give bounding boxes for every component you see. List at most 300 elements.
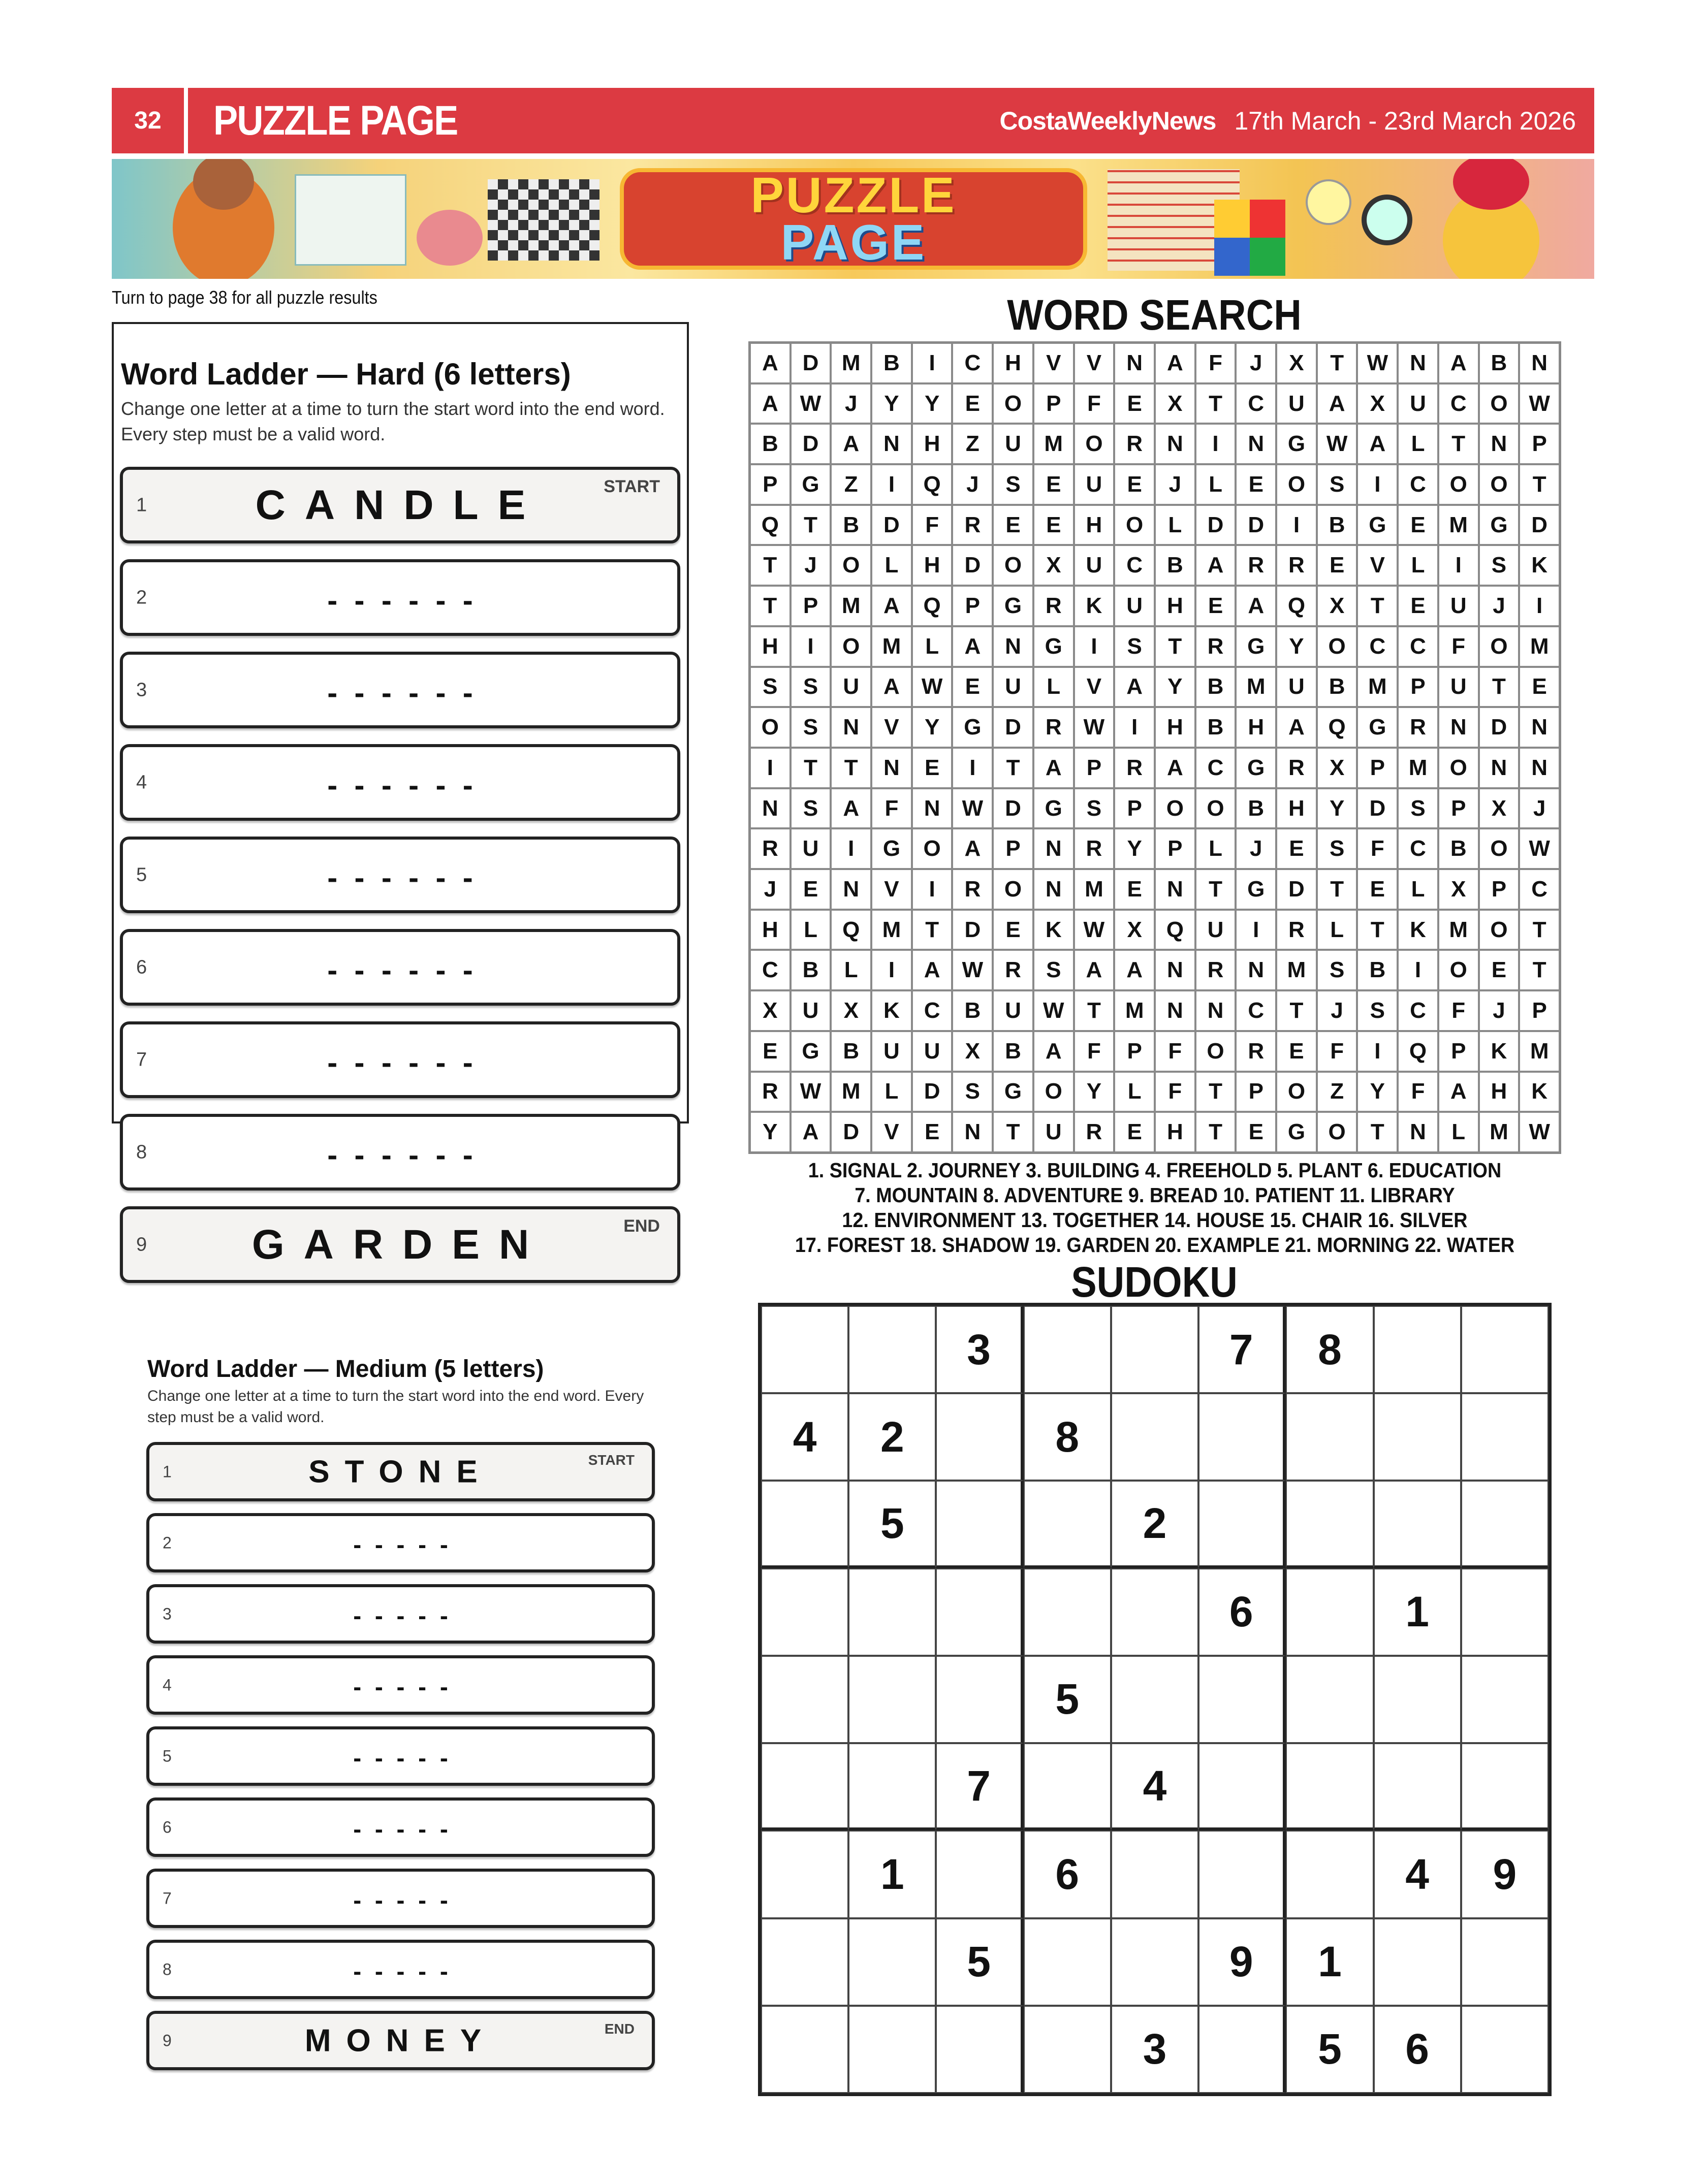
ladder-row-5[interactable] [146, 1726, 655, 1786]
word-search-cell[interactable]: X [1357, 383, 1398, 424]
ladder-row-7[interactable] [120, 1021, 680, 1098]
blank-letter-slots[interactable]: - - - - - [353, 1674, 448, 1701]
word-search-cell[interactable]: S [791, 667, 831, 708]
word-search-cell[interactable]: O [1114, 505, 1155, 545]
word-search-cell[interactable]: B [871, 343, 912, 383]
word-search-cell[interactable]: C [1438, 383, 1479, 424]
sudoku-empty-cell[interactable] [761, 1918, 848, 2006]
word-search-cell[interactable]: Q [912, 586, 953, 626]
word-search-cell[interactable]: T [750, 545, 791, 586]
word-search-cell[interactable]: I [912, 343, 953, 383]
word-search-cell[interactable]: M [831, 343, 871, 383]
word-search-cell[interactable]: O [993, 383, 1033, 424]
sudoku-empty-cell[interactable] [848, 1656, 936, 1743]
word-search-cell[interactable]: D [952, 910, 993, 950]
word-search-cell[interactable]: W [1074, 910, 1115, 950]
word-search-cell[interactable]: R [1033, 586, 1074, 626]
sudoku-empty-cell[interactable] [761, 2006, 848, 2093]
word-search-cell[interactable]: B [791, 950, 831, 990]
word-search-cell[interactable]: K [1479, 1031, 1520, 1072]
word-search-cell[interactable]: S [791, 788, 831, 829]
word-search-cell[interactable]: X [1033, 545, 1074, 586]
word-search-cell[interactable]: A [1438, 1072, 1479, 1112]
sudoku-empty-cell[interactable] [1286, 1568, 1373, 1656]
word-search-cell[interactable]: R [750, 1072, 791, 1112]
word-search-cell[interactable]: A [1276, 707, 1317, 748]
word-search-cell[interactable]: O [912, 828, 953, 869]
word-search-cell[interactable]: B [1479, 343, 1520, 383]
word-search-cell[interactable]: P [1114, 788, 1155, 829]
sudoku-empty-cell[interactable] [761, 1656, 848, 1743]
word-search-cell[interactable]: G [1357, 707, 1398, 748]
word-search-cell[interactable]: M [1033, 424, 1074, 464]
word-search-cell[interactable]: B [1155, 545, 1195, 586]
word-search-cell[interactable]: T [1357, 1112, 1398, 1152]
word-search-cell[interactable]: H [750, 626, 791, 667]
word-search-cell[interactable]: H [1155, 1112, 1195, 1152]
word-search-cell[interactable]: N [1114, 343, 1155, 383]
sudoku-empty-cell[interactable] [936, 1481, 1023, 1568]
word-search-cell[interactable]: D [1357, 788, 1398, 829]
blank-letter-slots[interactable]: - - - - - [353, 1958, 448, 1985]
word-search-cell[interactable]: Y [912, 707, 953, 748]
word-search-cell[interactable]: B [831, 1031, 871, 1072]
word-search-cell[interactable]: I [1236, 910, 1276, 950]
word-search-cell[interactable]: J [791, 545, 831, 586]
word-search-cell[interactable]: S [1114, 626, 1155, 667]
word-search-cell[interactable]: P [1479, 869, 1520, 910]
word-search-cell[interactable]: O [1479, 464, 1520, 505]
word-search-cell[interactable]: R [1114, 424, 1155, 464]
word-search-cell[interactable]: J [1479, 990, 1520, 1031]
word-search-cell[interactable]: I [952, 748, 993, 788]
word-search-cell[interactable]: Q [1155, 910, 1195, 950]
word-search-cell[interactable]: I [1074, 626, 1115, 667]
word-search-cell[interactable]: O [1033, 1072, 1074, 1112]
word-search-cell[interactable]: C [1398, 828, 1438, 869]
word-search-cell[interactable]: A [831, 424, 871, 464]
word-search-cell[interactable]: T [1357, 910, 1398, 950]
word-search-cell[interactable]: P [1114, 1031, 1155, 1072]
word-search-cell[interactable]: N [1236, 950, 1276, 990]
word-search-cell[interactable]: L [912, 626, 953, 667]
word-search-cell[interactable]: E [912, 748, 953, 788]
word-search-cell[interactable]: O [1074, 424, 1115, 464]
word-search-cell[interactable]: H [1155, 586, 1195, 626]
sudoku-empty-cell[interactable] [1024, 1306, 1111, 1393]
word-search-cell[interactable]: A [1033, 748, 1074, 788]
word-search-cell[interactable]: N [1479, 748, 1520, 788]
blank-letter-slots[interactable]: - - - - - - [327, 768, 473, 802]
word-search-cell[interactable]: F [1357, 828, 1398, 869]
word-search-cell[interactable]: S [1317, 950, 1357, 990]
word-search-cell[interactable]: E [1398, 586, 1438, 626]
sudoku-empty-cell[interactable] [848, 1743, 936, 1830]
sudoku-empty-cell[interactable] [1111, 1306, 1198, 1393]
word-search-cell[interactable]: V [1357, 545, 1398, 586]
word-search-cell[interactable]: A [1114, 950, 1155, 990]
ladder-row-4[interactable] [120, 744, 680, 821]
word-search-cell[interactable]: O [750, 707, 791, 748]
word-search-cell[interactable]: N [1195, 990, 1236, 1031]
word-search-cell[interactable]: Y [1357, 1072, 1398, 1112]
word-search-cell[interactable]: B [952, 990, 993, 1031]
sudoku-empty-cell[interactable] [936, 1568, 1023, 1656]
word-search-cell[interactable]: U [1276, 667, 1317, 708]
word-search-cell[interactable]: G [993, 1072, 1033, 1112]
word-search-cell[interactable]: N [1438, 707, 1479, 748]
word-search-cell[interactable]: I [1438, 545, 1479, 586]
word-search-cell[interactable]: W [1519, 383, 1560, 424]
word-search-cell[interactable]: E [912, 1112, 953, 1152]
word-search-cell[interactable]: R [1074, 1112, 1115, 1152]
word-search-cell[interactable]: Q [750, 505, 791, 545]
word-search-cell[interactable]: L [871, 545, 912, 586]
sudoku-empty-cell[interactable] [1111, 1830, 1198, 1918]
word-search-cell[interactable]: R [952, 505, 993, 545]
word-search-cell[interactable]: I [1114, 707, 1155, 748]
word-search-cell[interactable]: T [1195, 1072, 1236, 1112]
word-search-cell[interactable]: P [791, 586, 831, 626]
word-search-cell[interactable]: J [1155, 464, 1195, 505]
word-search-cell[interactable]: R [1236, 545, 1276, 586]
blank-letter-slots[interactable]: - - - - - - [327, 1045, 473, 1080]
word-search-cell[interactable]: Y [1155, 667, 1195, 708]
word-search-cell[interactable]: R [750, 828, 791, 869]
word-search-cell[interactable]: E [1357, 869, 1398, 910]
word-search-cell[interactable]: F [1317, 1031, 1357, 1072]
word-search-cell[interactable]: H [1276, 788, 1317, 829]
word-search-cell[interactable]: F [1155, 1072, 1195, 1112]
word-search-cell[interactable]: L [1155, 505, 1195, 545]
word-search-cell[interactable]: D [791, 424, 831, 464]
word-search-cell[interactable]: D [912, 1072, 953, 1112]
word-search-cell[interactable]: C [1114, 545, 1155, 586]
word-search-cell[interactable]: W [952, 950, 993, 990]
word-search-cell[interactable]: U [1074, 464, 1115, 505]
sudoku-empty-cell[interactable] [936, 1393, 1023, 1481]
word-search-cell[interactable]: K [1033, 910, 1074, 950]
word-search-cell[interactable]: E [1114, 383, 1155, 424]
word-search-cell[interactable]: R [1033, 707, 1074, 748]
word-search-cell[interactable]: V [871, 707, 912, 748]
word-search-cell[interactable]: B [1317, 505, 1357, 545]
sudoku-empty-cell[interactable] [936, 1830, 1023, 1918]
word-search-cell[interactable]: T [1357, 586, 1398, 626]
word-search-cell[interactable]: W [791, 1072, 831, 1112]
word-search-cell[interactable]: H [912, 424, 953, 464]
word-search-cell[interactable]: G [871, 828, 912, 869]
blank-letter-slots[interactable]: - - - - - - [327, 1138, 473, 1172]
word-search-cell[interactable]: E [791, 869, 831, 910]
word-search-cell[interactable]: R [1195, 950, 1236, 990]
word-search-cell[interactable]: P [1074, 748, 1115, 788]
word-search-cell[interactable]: U [1033, 1112, 1074, 1152]
word-search-cell[interactable]: A [871, 586, 912, 626]
word-search-cell[interactable]: R [952, 869, 993, 910]
word-search-cell[interactable]: M [1236, 667, 1276, 708]
word-search-cell[interactable]: T [1519, 910, 1560, 950]
word-search-cell[interactable]: P [1155, 828, 1195, 869]
word-search-cell[interactable]: N [1033, 828, 1074, 869]
word-search-cell[interactable]: T [1317, 869, 1357, 910]
word-search-cell[interactable]: T [791, 748, 831, 788]
word-search-cell[interactable]: E [952, 667, 993, 708]
word-search-cell[interactable]: C [1519, 869, 1560, 910]
sudoku-empty-cell[interactable] [1374, 1393, 1461, 1481]
word-search-cell[interactable]: M [1519, 1031, 1560, 1072]
word-search-cell[interactable]: D [952, 545, 993, 586]
blank-letter-slots[interactable]: - - - - - - [327, 860, 473, 895]
word-search-cell[interactable]: L [831, 950, 871, 990]
word-search-cell[interactable]: X [1155, 383, 1195, 424]
word-search-cell[interactable]: Z [831, 464, 871, 505]
word-search-cell[interactable]: B [1317, 667, 1357, 708]
word-search-cell[interactable]: A [1155, 343, 1195, 383]
word-search-cell[interactable]: L [1114, 1072, 1155, 1112]
word-search-cell[interactable]: T [993, 1112, 1033, 1152]
sudoku-empty-cell[interactable] [1198, 2006, 1286, 2093]
word-search-cell[interactable]: E [1317, 545, 1357, 586]
word-search-cell[interactable]: Z [1317, 1072, 1357, 1112]
word-search-cell[interactable]: A [1195, 545, 1236, 586]
word-search-cell[interactable]: U [1438, 586, 1479, 626]
word-search-cell[interactable]: I [831, 828, 871, 869]
word-search-cell[interactable]: R [1276, 748, 1317, 788]
word-search-cell[interactable]: B [1236, 788, 1276, 829]
word-search-cell[interactable]: T [1317, 343, 1357, 383]
word-search-cell[interactable]: C [1398, 990, 1438, 1031]
word-search-cell[interactable]: P [993, 828, 1033, 869]
word-search-cell[interactable]: P [1519, 990, 1560, 1031]
word-search-cell[interactable]: A [952, 828, 993, 869]
word-search-cell[interactable]: D [1479, 707, 1520, 748]
word-search-cell[interactable]: Y [1276, 626, 1317, 667]
word-search-cell[interactable]: C [1195, 748, 1236, 788]
word-search-cell[interactable]: T [1276, 990, 1317, 1031]
sudoku-empty-cell[interactable] [1024, 1743, 1111, 1830]
word-search-cell[interactable]: O [831, 626, 871, 667]
word-search-cell[interactable]: R [1114, 748, 1155, 788]
word-search-cell[interactable]: F [871, 788, 912, 829]
sudoku-empty-cell[interactable] [1461, 1393, 1549, 1481]
sudoku-empty-cell[interactable] [1461, 1306, 1549, 1393]
word-search-cell[interactable]: G [952, 707, 993, 748]
word-search-cell[interactable]: I [1519, 586, 1560, 626]
word-search-cell[interactable]: F [1155, 1031, 1195, 1072]
word-search-cell[interactable]: S [1357, 990, 1398, 1031]
word-search-cell[interactable]: L [791, 910, 831, 950]
word-search-cell[interactable]: E [1195, 586, 1236, 626]
word-search-cell[interactable]: O [1479, 383, 1520, 424]
ladder-row-4[interactable] [146, 1655, 655, 1715]
word-search-cell[interactable]: T [1479, 667, 1520, 708]
word-search-cell[interactable]: A [912, 950, 953, 990]
word-search-cell[interactable]: E [1114, 869, 1155, 910]
word-search-cell[interactable]: X [831, 990, 871, 1031]
word-search-cell[interactable]: M [1357, 667, 1398, 708]
blank-letter-slots[interactable]: - - - - - [353, 1887, 448, 1914]
word-search-cell[interactable]: P [750, 464, 791, 505]
word-search-cell[interactable]: Q [912, 464, 953, 505]
word-search-cell[interactable]: T [1519, 464, 1560, 505]
sudoku-empty-cell[interactable] [761, 1481, 848, 1568]
word-search-cell[interactable]: M [831, 586, 871, 626]
ladder-row-3[interactable] [146, 1584, 655, 1644]
blank-letter-slots[interactable]: - - - - - [353, 1816, 448, 1843]
sudoku-empty-cell[interactable] [761, 1830, 848, 1918]
word-search-cell[interactable]: M [1519, 626, 1560, 667]
word-search-cell[interactable]: N [1155, 424, 1195, 464]
word-search-cell[interactable]: Y [871, 383, 912, 424]
word-search-cell[interactable]: A [1074, 950, 1115, 990]
word-search-cell[interactable]: K [871, 990, 912, 1031]
word-search-cell[interactable]: I [750, 748, 791, 788]
word-search-cell[interactable]: Q [1317, 707, 1357, 748]
word-search-cell[interactable]: U [993, 424, 1033, 464]
word-search-cell[interactable]: E [1236, 464, 1276, 505]
sudoku-empty-cell[interactable] [1374, 1918, 1461, 2006]
word-search-cell[interactable]: A [1236, 586, 1276, 626]
word-search-cell[interactable]: J [1479, 586, 1520, 626]
word-search-cell[interactable]: A [1438, 343, 1479, 383]
word-search-cell[interactable]: R [993, 950, 1033, 990]
word-search-cell[interactable]: W [1519, 1112, 1560, 1152]
word-search-cell[interactable]: E [1114, 464, 1155, 505]
word-search-cell[interactable]: E [1276, 828, 1317, 869]
word-search-cell[interactable]: D [1236, 505, 1276, 545]
word-search-cell[interactable]: T [1074, 990, 1115, 1031]
word-search-cell[interactable]: V [871, 1112, 912, 1152]
word-search-cell[interactable]: R [1195, 626, 1236, 667]
word-search-cell[interactable]: U [1114, 586, 1155, 626]
word-search-cell[interactable]: K [1519, 1072, 1560, 1112]
word-search-cell[interactable]: U [791, 828, 831, 869]
word-search-cell[interactable]: Y [1074, 1072, 1115, 1112]
word-search-cell[interactable]: E [1033, 464, 1074, 505]
sudoku-empty-cell[interactable] [1111, 1918, 1198, 2006]
word-search-cell[interactable]: S [1398, 788, 1438, 829]
word-search-cell[interactable]: W [1357, 343, 1398, 383]
word-search-cell[interactable]: I [871, 464, 912, 505]
word-search-cell[interactable]: V [871, 869, 912, 910]
word-search-cell[interactable]: U [1438, 667, 1479, 708]
word-search-cell[interactable]: W [952, 788, 993, 829]
word-search-cell[interactable]: O [1479, 626, 1520, 667]
word-search-cell[interactable]: U [1074, 545, 1115, 586]
word-search-cell[interactable]: A [871, 667, 912, 708]
word-search-cell[interactable]: X [1317, 586, 1357, 626]
word-search-cell[interactable]: G [1479, 505, 1520, 545]
word-search-cell[interactable]: Y [1317, 788, 1357, 829]
word-search-cell[interactable]: I [871, 950, 912, 990]
word-search-cell[interactable]: E [1276, 1031, 1317, 1072]
word-search-cell[interactable]: O [1438, 950, 1479, 990]
word-search-cell[interactable]: Y [750, 1112, 791, 1152]
word-search-cell[interactable]: N [1236, 424, 1276, 464]
ladder-row-6[interactable] [120, 929, 680, 1006]
word-search-cell[interactable]: S [1317, 828, 1357, 869]
sudoku-empty-cell[interactable] [1461, 1656, 1549, 1743]
word-search-cell[interactable]: E [750, 1031, 791, 1072]
word-search-cell[interactable]: F [1074, 1031, 1115, 1072]
sudoku-empty-cell[interactable] [761, 1306, 848, 1393]
word-search-cell[interactable]: O [1479, 910, 1520, 950]
word-search-cell[interactable]: F [1438, 990, 1479, 1031]
word-search-cell[interactable]: P [1236, 1072, 1276, 1112]
word-search-cell[interactable]: S [1317, 464, 1357, 505]
word-search-cell[interactable]: E [952, 383, 993, 424]
sudoku-empty-cell[interactable] [1024, 1481, 1111, 1568]
word-search-cell[interactable]: P [1398, 667, 1438, 708]
word-search-cell[interactable]: S [1074, 788, 1115, 829]
sudoku-empty-cell[interactable] [1374, 1481, 1461, 1568]
word-search-cell[interactable]: G [1276, 424, 1317, 464]
word-search-cell[interactable]: U [1276, 383, 1317, 424]
word-search-cell[interactable]: B [1195, 667, 1236, 708]
word-search-cell[interactable]: O [1276, 1072, 1317, 1112]
sudoku-empty-cell[interactable] [1024, 1918, 1111, 2006]
word-search-cell[interactable]: A [952, 626, 993, 667]
word-search-cell[interactable]: D [791, 343, 831, 383]
word-search-cell[interactable]: W [1033, 990, 1074, 1031]
word-search-cell[interactable]: N [1519, 707, 1560, 748]
word-search-cell[interactable]: P [952, 586, 993, 626]
word-search-cell[interactable]: O [1438, 748, 1479, 788]
sudoku-empty-cell[interactable] [1024, 1568, 1111, 1656]
word-search-cell[interactable]: C [750, 950, 791, 990]
word-search-cell[interactable]: L [1438, 1112, 1479, 1152]
word-search-cell[interactable]: A [831, 788, 871, 829]
word-search-cell[interactable]: A [1317, 383, 1357, 424]
word-search-cell[interactable]: B [1438, 828, 1479, 869]
word-search-cell[interactable]: T [1438, 424, 1479, 464]
word-search-cell[interactable]: M [1114, 990, 1155, 1031]
sudoku-empty-cell[interactable] [1286, 1481, 1373, 1568]
word-search-cell[interactable]: O [993, 869, 1033, 910]
word-search-cell[interactable]: S [1479, 545, 1520, 586]
word-search-cell[interactable]: X [952, 1031, 993, 1072]
word-search-cell[interactable]: X [1276, 343, 1317, 383]
word-search-cell[interactable]: I [1398, 950, 1438, 990]
word-search-cell[interactable]: R [1276, 545, 1317, 586]
word-search-cell[interactable]: A [750, 383, 791, 424]
word-search-cell[interactable]: E [993, 505, 1033, 545]
word-search-cell[interactable]: Y [912, 383, 953, 424]
word-search-cell[interactable]: D [1195, 505, 1236, 545]
word-search-cell[interactable]: N [871, 748, 912, 788]
blank-letter-slots[interactable]: - - - - - - [327, 953, 473, 987]
word-search-cell[interactable]: I [791, 626, 831, 667]
blank-letter-slots[interactable]: - - - - - [353, 1602, 448, 1630]
sudoku-empty-cell[interactable] [1461, 2006, 1549, 2093]
word-search-cell[interactable]: K [1074, 586, 1115, 626]
blank-letter-slots[interactable]: - - - - - - [327, 583, 473, 618]
word-search-cell[interactable]: N [912, 788, 953, 829]
sudoku-empty-cell[interactable] [1198, 1481, 1286, 1568]
word-search-cell[interactable]: J [1236, 828, 1276, 869]
word-search-cell[interactable]: E [1033, 505, 1074, 545]
word-search-cell[interactable]: K [1519, 545, 1560, 586]
word-search-cell[interactable]: N [1155, 950, 1195, 990]
word-search-cell[interactable]: I [1195, 424, 1236, 464]
word-search-cell[interactable]: H [993, 343, 1033, 383]
word-search-cell[interactable]: J [1519, 788, 1560, 829]
word-search-cell[interactable]: M [1398, 748, 1438, 788]
word-search-cell[interactable]: H [1479, 1072, 1520, 1112]
word-search-cell[interactable]: F [912, 505, 953, 545]
word-search-cell[interactable]: L [1398, 869, 1438, 910]
